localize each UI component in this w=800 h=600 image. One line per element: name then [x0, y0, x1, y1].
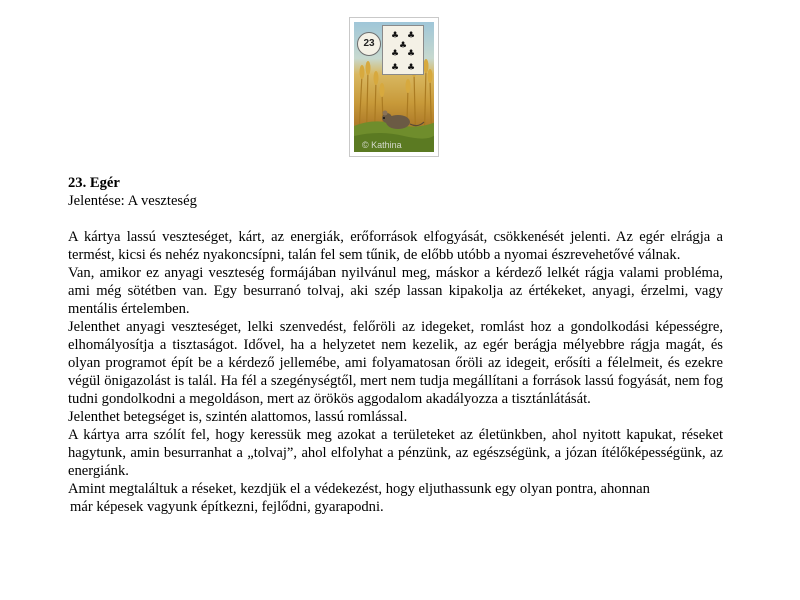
playing-card-seven-of-clubs — [382, 25, 424, 75]
card-artwork — [354, 22, 434, 152]
paragraph: Amint megtaláltuk a réseket, kezdjük el a védekezést, hogy eljuthassunk egy olyan pontra, ahonnan — [68, 481, 650, 497]
paragraph: Jelenthet betegséget is, szintén alattomos, lassú romlással. — [68, 409, 408, 425]
svg-text:♣: ♣ — [398, 41, 408, 51]
svg-text:♣: ♣ — [390, 31, 400, 41]
paragraph: A kártya arra szólít fel, hogy keressük meg azokat a területeket az életünkben, ahol nyitott kapukat, réseket hagytunk, amin besurranhat a „tolvaj”, ahol elfolyhat a pénzünk, az egészségünk, a józan ítélőképességünk, az energiánk. — [68, 427, 723, 479]
svg-text:♣: ♣ — [390, 49, 400, 59]
paragraph: Van, amikor ez anyagi veszteség formájában nyilvánul meg, máskor a kérdező lelkét rágja valami probléma, ami még sötétben van. Egy besurranó tolvaj, aki szép lassan kipakolja az értékeket, anyagi, érzelmi, vagy mentális értelemben. — [68, 265, 723, 317]
paragraph: A kártya lassú veszteséget, kárt, az energiák, erőforrások elfogyását, csökkenését jelenti. Az egér elrágja a termést, kicsi és nehéz nyakoncsípni, talán fel sem tűnik, de előbb utóbb a nyomai észrevehetővé válnak. — [68, 229, 723, 263]
svg-text:♣: ♣ — [406, 31, 416, 41]
card-meaning-subtitle: Jelentése: A veszteség — [68, 193, 197, 209]
paragraph: Jelenthet anyagi veszteséget, lelki szenvedést, felőröli az idegeket, romlást hoz a gondolkodási képességre, elhomályosítja a tisztaságot. Idővel, ha a helyzetet nem kezelik, az egér berágja mélyebbre rágja magát, és olyan programot épít be a kérdező jellemébe, ami folyamatosan őröli az idegeit, erősíti a félelmeit, és ezekre végül önigazolást is talál. Ha fél a szegénységtől, mert nem tudja megállítani a források lassú fogyását, nem fog tudni gondolkodni a megoldáson, mert az örökös aggodalom akadályozza a tisztánlátását. — [68, 319, 723, 407]
card-title: 23. Egér — [68, 175, 120, 191]
svg-text:♣: ♣ — [406, 49, 416, 59]
paragraph-continuation: már képesek vagyunk építkezni, fejlődni, gyarapodni. — [70, 499, 384, 515]
card-number-badge: 23 — [357, 32, 381, 56]
svg-text:♣: ♣ — [406, 63, 416, 73]
copyright-watermark: © Kathina — [362, 140, 402, 150]
club-pips-icon — [383, 26, 423, 74]
card-image — [349, 17, 439, 157]
svg-text:♣: ♣ — [390, 63, 400, 73]
article-body — [68, 174, 723, 516]
